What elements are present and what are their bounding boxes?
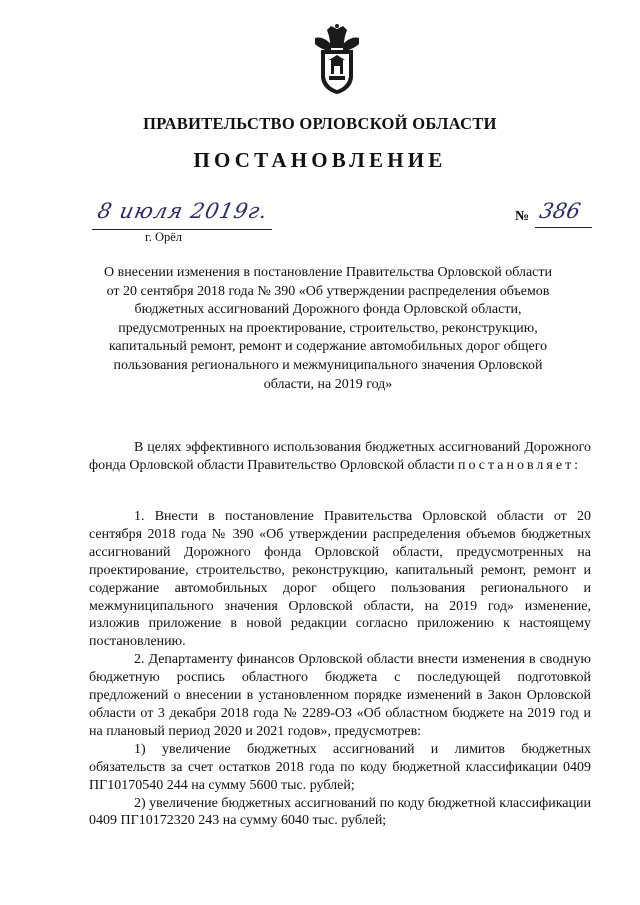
paragraph-2: 2. Департаменту финансов Орловской области внести изменения в сводную бюджетную роспись областного бюджета с последующей подготовкой предложений о внесении в установленном порядке изменений в Закон Орловской области от 3 декабря 2018 года № 2289-ОЗ «Об областном бюджете на 2019 год и на плановый период 2020 и 2021 годов», предусмотрев: <box>89 652 591 739</box>
subitem-1: 1) увеличение бюджетных ассигнований и лимитов бюджетных обязательств за счет остатков 2018 года по коду бюджетной классификации 0409 ПГ10170540 244 на сумму 5600 тыс. рублей; <box>89 741 591 793</box>
paragraph-1: 1. Внести в постановление Правительства Орловской области от 20 сентября 2018 года № 390 «Об утверждении распределения объемов бюджетных ассигнований Дорожного фонда Орловской области, предусмотренных на проектирование, строительство, реконструкцию, капитальный ремонт, ремонт и содержание автомобильных дорог общего пользования регионального и межмуниципального значения Орловской области, на 2019 год» изменение, изложив приложение в новой редакции согласно приложению к настоящему постановлению. <box>89 509 591 650</box>
government-name: ПРАВИТЕЛЬСТВО ОРЛОВСКОЙ ОБЛАСТИ <box>143 114 497 133</box>
number-label: № <box>515 209 530 224</box>
handwritten-number: 386 <box>537 199 583 223</box>
subitem-2: 2) увеличение бюджетных ассигнований по коду бюджетной классификации 0409 ПГ10172320 243 на сумму 6040 тыс. рублей; <box>89 795 591 829</box>
handwritten-date: 8 июля 2019г. <box>95 199 271 223</box>
document-type: ПОСТАНОВЛЕНИЕ <box>193 148 447 172</box>
resolves-word: постановляет: <box>457 457 582 473</box>
preamble-paragraph <box>89 439 591 475</box>
coat-of-arms-icon <box>313 24 361 94</box>
city-label: г. Орёл <box>145 230 183 244</box>
preamble <box>89 439 591 475</box>
resolution-heading: О внесении изменения в постановление Правительства Орловской области от 20 сентября 2018 года № 390 «Об утверждении распределения объемов бюджетных ассигнований Дорожного фонда Орловской области, предусмотренных на проектирование, строительство, реконструкцию, капитальный ремонт, ремонт и содержание автомобильных дорог общего пользования регионального и межмуниципального значения Орловской области, на 2019 год» <box>104 265 552 392</box>
preamble-text: В целях эффективного использования бюджетных ассигнований Дорожного фонда Орловской области Правительство Орловской области <box>89 440 591 473</box>
resolution-body <box>89 508 591 830</box>
